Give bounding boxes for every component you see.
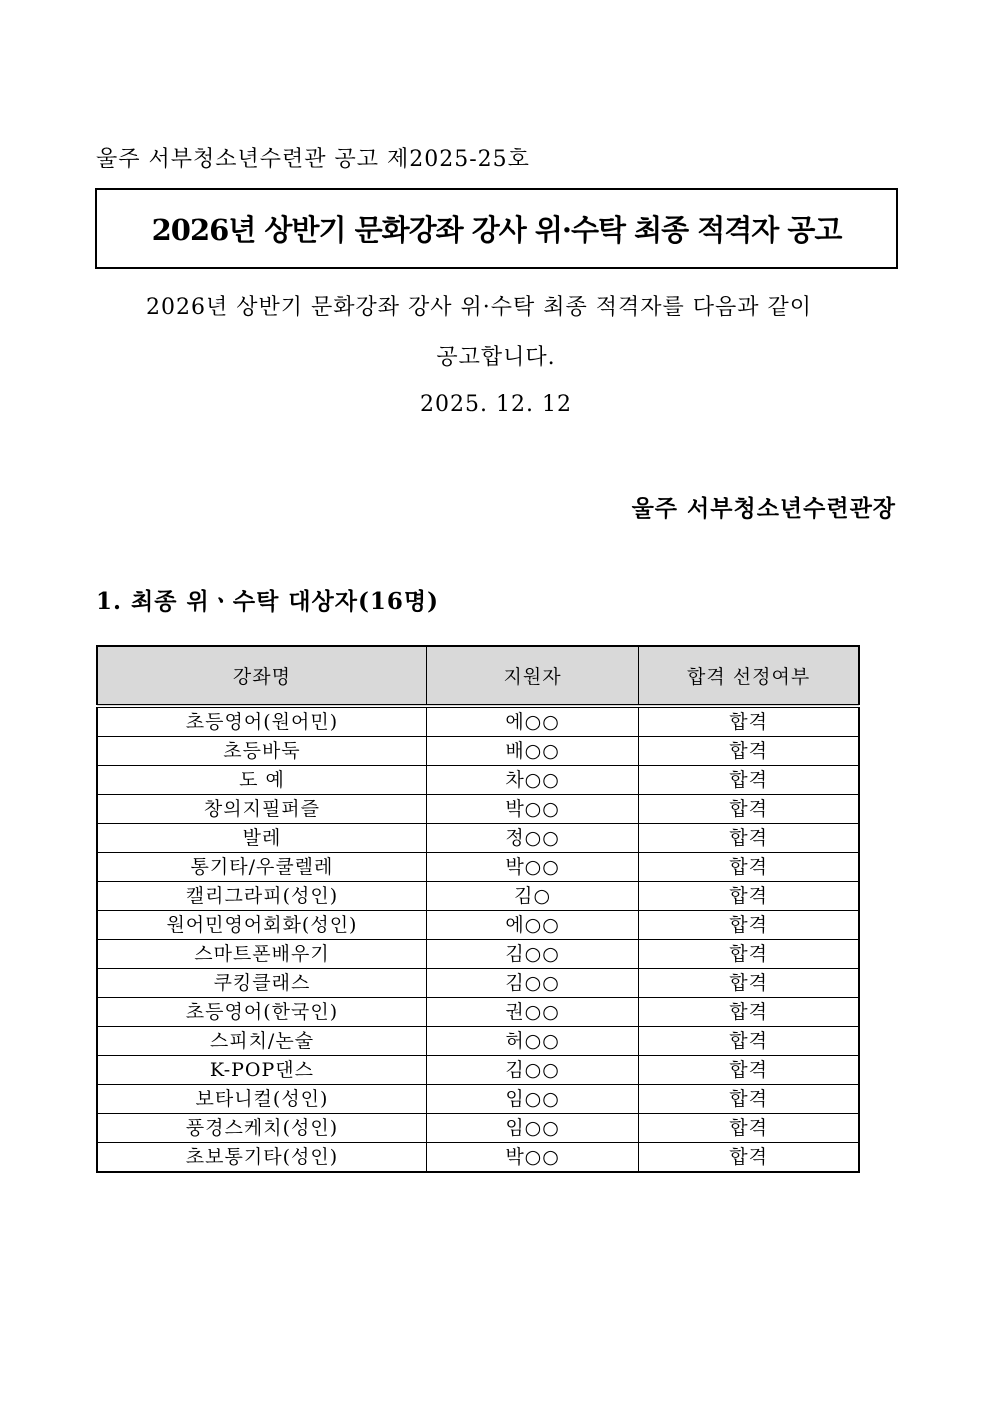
result-cell: 합격 xyxy=(639,969,859,998)
course-cell: 쿠킹클래스 xyxy=(97,969,426,998)
result-cell: 합격 xyxy=(639,882,859,911)
applicant-cell: 임○○ xyxy=(426,1085,638,1114)
notice-date: 2025. 12. 12 xyxy=(420,392,572,417)
course-cell: 초등영어(한국인) xyxy=(97,998,426,1027)
table-body xyxy=(97,706,859,1172)
applicant-cell: 허○○ xyxy=(426,1027,638,1056)
table-row xyxy=(97,969,859,998)
result-cell: 합격 xyxy=(639,1027,859,1056)
notice-number: 울주 서부청소년수련관 공고 제2025-25호 xyxy=(96,147,530,172)
applicant-cell: 에○○ xyxy=(426,911,638,940)
table-row xyxy=(97,1056,859,1085)
course-cell: 초등영어(원어민) xyxy=(97,706,426,737)
table-row xyxy=(97,737,859,766)
result-cell: 합격 xyxy=(639,853,859,882)
course-cell: 창의지필퍼즐 xyxy=(97,795,426,824)
result-cell: 합격 xyxy=(639,737,859,766)
applicant-cell: 에○○ xyxy=(426,706,638,737)
header-course: 강좌명 xyxy=(97,646,426,706)
table-row xyxy=(97,911,859,940)
table-row xyxy=(97,824,859,853)
result-cell: 합격 xyxy=(639,766,859,795)
course-cell: 스마트폰배우기 xyxy=(97,940,426,969)
applicant-cell: 권○○ xyxy=(426,998,638,1027)
result-table xyxy=(96,645,860,1173)
title-box xyxy=(95,188,898,269)
table-row xyxy=(97,882,859,911)
table-row xyxy=(97,998,859,1027)
course-cell: 스피치/논술 xyxy=(97,1027,426,1056)
applicant-cell: 임○○ xyxy=(426,1114,638,1143)
result-cell: 합격 xyxy=(639,1056,859,1085)
applicant-cell: 김○ xyxy=(426,882,638,911)
course-cell: 통기타/우쿨렐레 xyxy=(97,853,426,882)
table-row xyxy=(97,1143,859,1173)
header-applicant: 지원자 xyxy=(426,646,638,706)
course-cell: K-POP댄스 xyxy=(97,1056,426,1085)
course-cell: 초보통기타(성인) xyxy=(97,1143,426,1173)
section-heading: 1. 최종 위ㆍ수탁 대상자(16명) xyxy=(96,588,439,615)
table-row xyxy=(97,853,859,882)
course-cell: 원어민영어회화(성인) xyxy=(97,911,426,940)
applicant-cell: 박○○ xyxy=(426,795,638,824)
result-cell: 합격 xyxy=(639,1114,859,1143)
course-cell: 발레 xyxy=(97,824,426,853)
result-cell: 합격 xyxy=(639,706,859,737)
table-row xyxy=(97,1027,859,1056)
page-title: 2026년 상반기 문화강좌 강사 위·수탁 최종 적격자 공고 xyxy=(151,213,842,247)
applicant-cell: 정○○ xyxy=(426,824,638,853)
applicant-cell: 배○○ xyxy=(426,737,638,766)
course-cell: 초등바둑 xyxy=(97,737,426,766)
applicant-cell: 김○○ xyxy=(426,940,638,969)
applicant-cell: 김○○ xyxy=(426,969,638,998)
result-cell: 합격 xyxy=(639,998,859,1027)
result-cell: 합격 xyxy=(639,1085,859,1114)
course-cell: 풍경스케치(성인) xyxy=(97,1114,426,1143)
result-cell: 합격 xyxy=(639,1143,859,1173)
table-row xyxy=(97,1085,859,1114)
header-result: 합격 선정여부 xyxy=(639,646,859,706)
course-cell: 캘리그라피(성인) xyxy=(97,882,426,911)
applicant-cell: 차○○ xyxy=(426,766,638,795)
table-header-row xyxy=(97,646,859,706)
result-cell: 합격 xyxy=(639,795,859,824)
course-cell: 도 예 xyxy=(97,766,426,795)
intro-text-line-1: 2026년 상반기 문화강좌 강사 위·수탁 최종 적격자를 다음과 같이 xyxy=(146,295,812,320)
table-row xyxy=(97,1114,859,1143)
table-row xyxy=(97,795,859,824)
applicant-cell: 김○○ xyxy=(426,1056,638,1085)
table-row xyxy=(97,940,859,969)
result-cell: 합격 xyxy=(639,911,859,940)
applicant-cell: 박○○ xyxy=(426,853,638,882)
result-cell: 합격 xyxy=(639,940,859,969)
table-row xyxy=(97,766,859,795)
applicant-cell: 박○○ xyxy=(426,1143,638,1173)
result-cell: 합격 xyxy=(639,824,859,853)
table-row xyxy=(97,706,859,737)
intro-text-line-2: 공고합니다. xyxy=(436,345,556,370)
course-cell: 보타니컬(성인) xyxy=(97,1085,426,1114)
issuer-name: 울주 서부청소년수련관장 xyxy=(631,495,896,522)
